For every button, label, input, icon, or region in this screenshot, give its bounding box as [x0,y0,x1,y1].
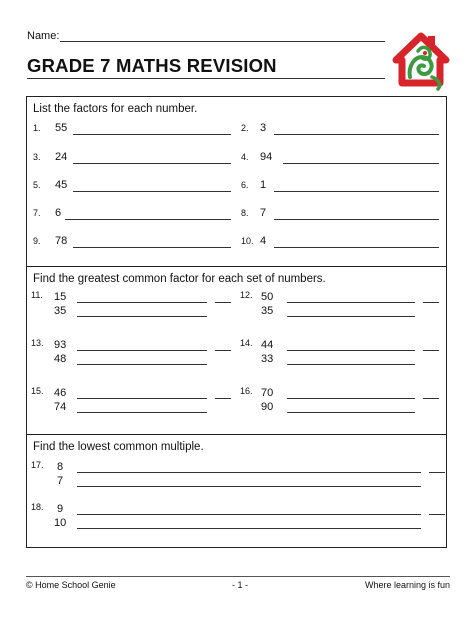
question-value: 45 [55,179,68,191]
second-number: 35 [54,305,67,317]
answer-line[interactable] [73,247,231,248]
answer-line[interactable] [73,163,231,164]
second-number: 48 [54,353,67,365]
answer-line[interactable] [287,398,415,399]
home-school-genie-logo-icon [388,27,454,93]
question-number: 15. [31,386,44,396]
question-number: 2. [241,123,249,133]
answer-line[interactable] [77,412,207,413]
lcm-answer-line[interactable] [429,472,445,473]
section-title: Find the greatest common factor for each set of numbers. [33,273,326,285]
question-number: 13. [31,338,44,348]
answer-line[interactable] [77,514,421,515]
second-number: 7 [57,475,64,487]
second-number: 33 [261,353,274,365]
section-title: List the factors for each number. [33,103,198,115]
name-row [27,30,385,46]
second-number: 35 [261,305,274,317]
question-16 [237,385,447,417]
answer-line[interactable] [287,302,415,303]
answer-line[interactable] [77,486,421,487]
lcm-section [26,434,447,548]
gcf-answer-line[interactable] [423,350,439,351]
footer-divider [26,576,450,577]
question-number: 3. [33,152,41,162]
question-value: 6 [55,207,62,219]
first-number: 44 [261,339,274,351]
question-value: 94 [260,151,273,163]
answer-line[interactable] [77,364,207,365]
question-7 [27,206,237,224]
footer-copyright: © Home School Genie [26,580,116,590]
question-17 [27,459,447,491]
question-number: 9. [33,236,41,246]
question-value: 78 [55,235,68,247]
page-title: GRADE 7 MATHS REVISION [27,55,277,76]
question-value: 4 [260,235,267,247]
gcf-answer-line[interactable] [215,302,231,303]
first-number: 9 [57,503,64,515]
question-8 [237,206,447,224]
answer-line[interactable] [274,134,439,135]
page-number: - 1 - [232,580,249,590]
first-number: 15 [54,291,67,303]
answer-line[interactable] [274,247,439,248]
question-6 [237,178,447,196]
answer-line[interactable] [73,191,231,192]
question-4 [237,150,447,168]
section-title: Find the lowest common multiple. [33,441,204,453]
question-number: 12. [240,290,253,300]
question-5 [27,178,237,196]
answer-line[interactable] [287,350,415,351]
answer-line[interactable] [73,134,231,135]
title-divider [27,78,385,79]
answer-line[interactable] [65,219,231,220]
question-number: 1. [33,123,41,133]
question-value: 24 [55,151,68,163]
question-number: 4. [241,152,249,162]
footer-tagline: Where learning is fun [364,580,450,590]
question-1 [27,121,237,139]
first-number: 70 [261,387,274,399]
answer-line[interactable] [287,412,415,413]
question-number: 6. [241,180,249,190]
question-number: 7. [33,208,41,218]
answer-line[interactable] [77,302,207,303]
first-number: 46 [54,387,67,399]
name-label: Name: [27,30,60,42]
answer-line[interactable] [287,316,415,317]
question-14 [237,337,447,369]
gcf-answer-line[interactable] [423,398,439,399]
footer [26,580,450,592]
question-12 [237,289,447,321]
name-input-line[interactable] [60,41,385,42]
answer-line[interactable] [274,219,439,220]
question-number: 10. [241,236,254,246]
gcf-answer-line[interactable] [215,398,231,399]
factors-section [26,96,447,267]
first-number: 8 [57,461,64,473]
gcf-answer-line[interactable] [423,302,439,303]
question-2 [237,121,447,139]
question-value: 3 [260,122,267,134]
question-15 [27,385,237,417]
lcm-answer-line[interactable] [429,514,445,515]
question-13 [27,337,237,369]
first-number: 50 [261,291,274,303]
question-number: 17. [31,460,44,470]
question-value: 1 [260,179,267,191]
answer-line[interactable] [77,316,207,317]
question-number: 8. [241,208,249,218]
question-number: 18. [31,502,44,512]
question-3 [27,150,237,168]
question-18 [27,501,447,533]
question-9 [27,234,237,252]
answer-line[interactable] [77,528,421,529]
second-number: 10 [54,517,67,529]
question-value: 7 [260,207,267,219]
answer-line[interactable] [77,398,207,399]
answer-line[interactable] [274,191,439,192]
question-10 [237,234,447,252]
question-value: 55 [55,122,68,134]
answer-line[interactable] [77,350,207,351]
question-number: 11. [31,290,43,300]
answer-line[interactable] [283,163,439,164]
answer-line[interactable] [77,472,421,473]
question-number: 14. [240,338,253,348]
answer-line[interactable] [287,364,415,365]
gcf-section [26,266,447,435]
second-number: 90 [261,401,274,413]
question-11 [27,289,237,321]
question-number: 5. [33,180,41,190]
second-number: 74 [54,401,67,413]
question-number: 16. [240,386,253,396]
gcf-answer-line[interactable] [215,350,231,351]
first-number: 93 [54,339,67,351]
